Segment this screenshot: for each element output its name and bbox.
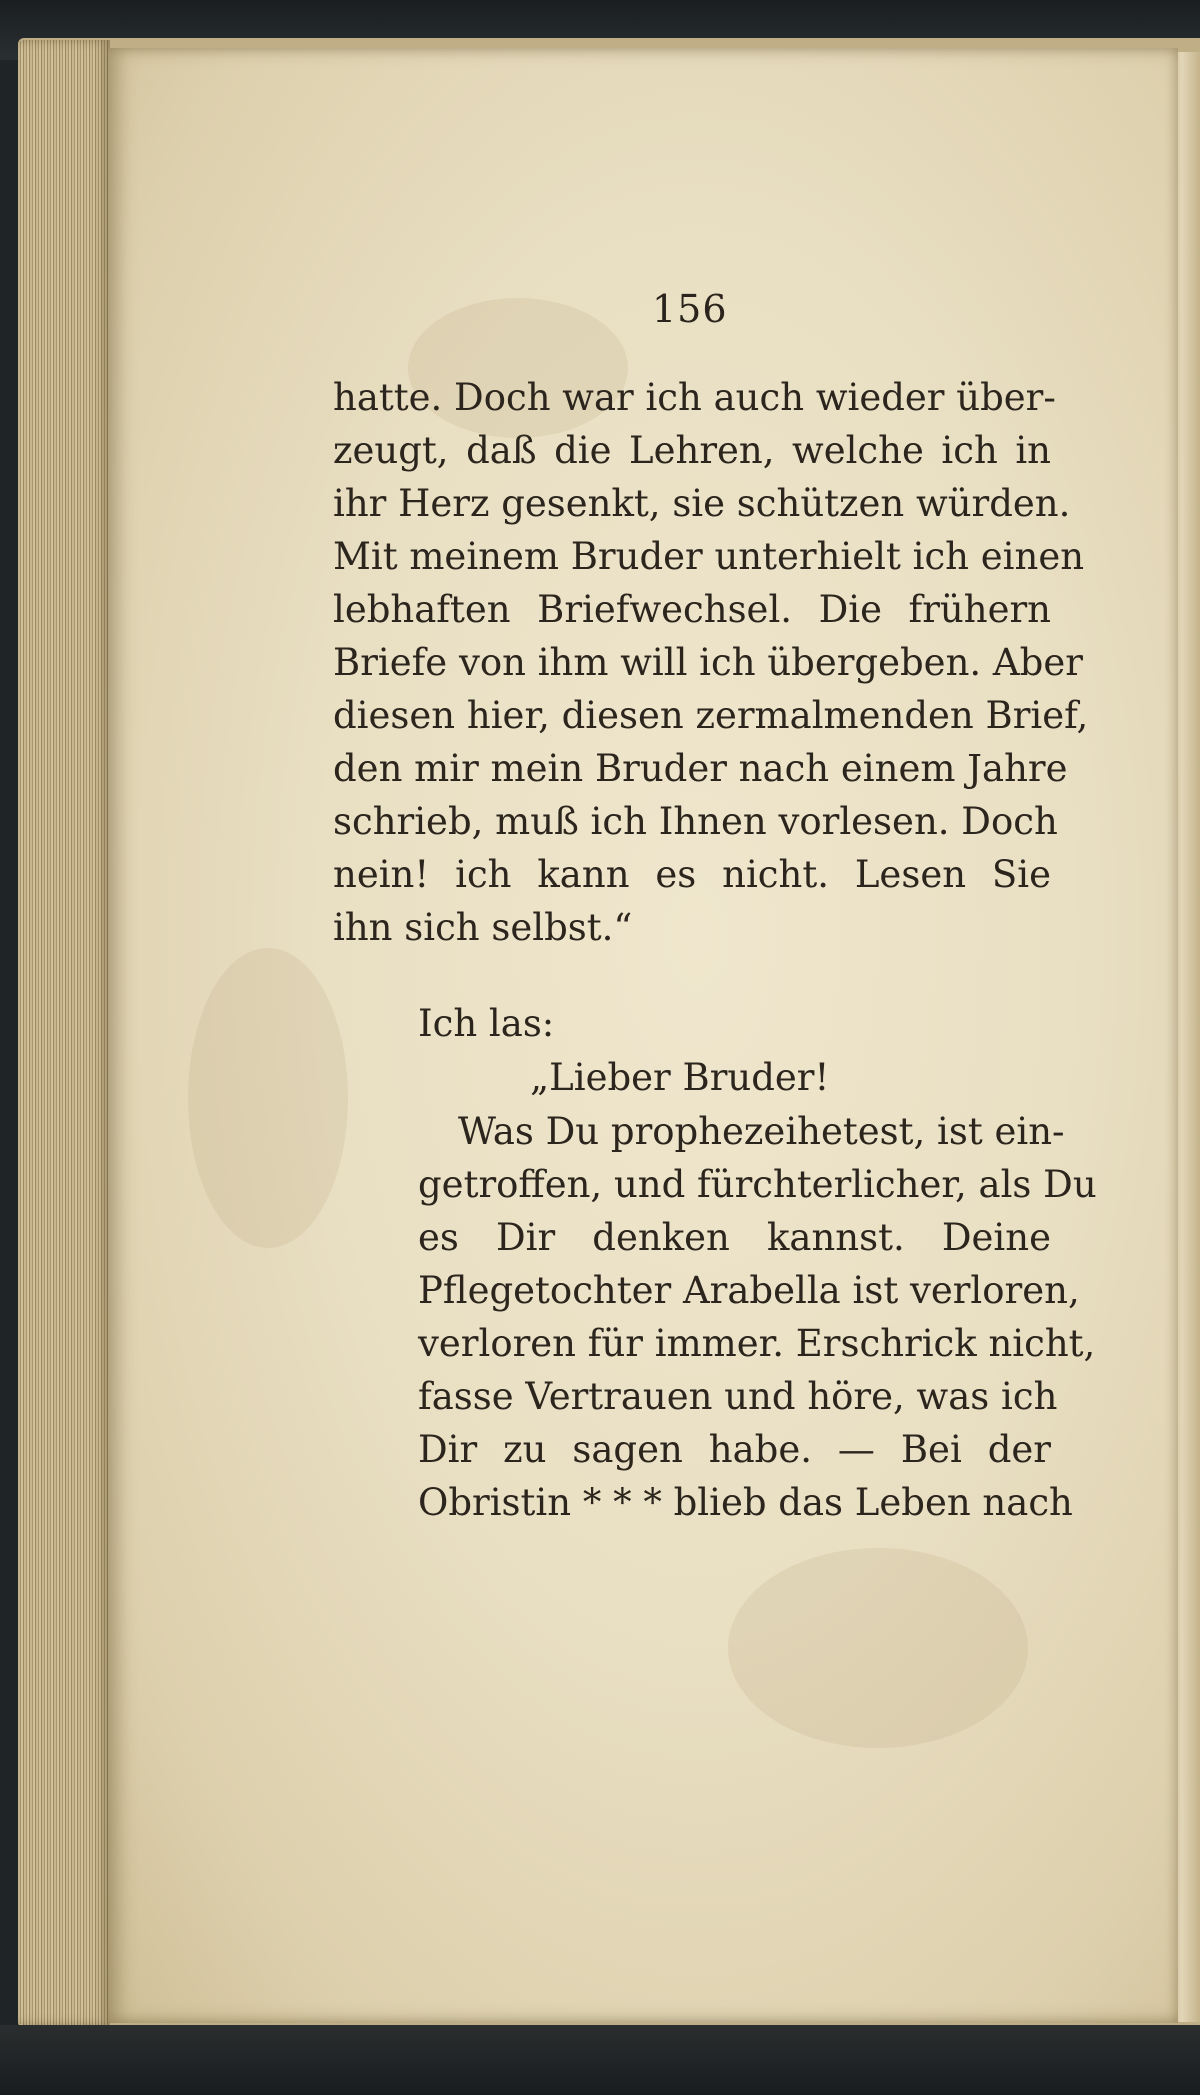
text-line: nein! ich kann es nicht. Lesen Sie	[333, 853, 1051, 896]
text-line: hatte. Doch war ich auch wieder über-	[333, 376, 1056, 419]
page-edges	[18, 40, 110, 2025]
page-stain	[188, 948, 348, 1248]
text-line: den mir mein Bruder nach einem Jahre	[333, 747, 1068, 790]
text-line: Obristin * * * blieb das Leben nach	[418, 1481, 1073, 1524]
text-line: zeugt, daß die Lehren, welche ich in	[333, 429, 1051, 472]
cover-bottom	[0, 2025, 1200, 2095]
text-line: ihn sich selbst.“	[333, 906, 633, 949]
page-number: 156	[652, 287, 728, 331]
text-line: Briefe von ihm will ich übergeben. Aber	[333, 641, 1083, 684]
text-line: ihr Herz gesenkt, sie schützen würden.	[333, 482, 1071, 525]
page-stain	[728, 1548, 1028, 1748]
text-line: verloren für immer. Erschrick nicht,	[418, 1322, 1096, 1365]
text-line: Mit meinem Bruder unterhielt ich einen	[333, 535, 1085, 578]
text-line: Was Du prophezeihetest, ist ein-	[458, 1110, 1065, 1153]
text-line: Pflegetochter Arabella ist verloren,	[418, 1269, 1080, 1312]
text-line: diesen hier, diesen zermalmenden Brief,	[333, 694, 1089, 737]
text-line: lebhaften Briefwechsel. Die frühern	[333, 588, 1051, 631]
text-line: fasse Vertrauen und höre, was ich	[418, 1375, 1058, 1418]
text-line: schrieb, muß ich Ihnen vorlesen. Doch	[333, 800, 1058, 843]
text-line: es Dir denken kannst. Deine	[418, 1216, 1051, 1259]
text-line: Ich las:	[418, 1002, 555, 1045]
text-line: Dir zu sagen habe. — Bei der	[418, 1428, 1051, 1471]
text-line: „Lieber Bruder!	[530, 1056, 830, 1099]
text-line: getroffen, und fürchterlicher, als Du	[418, 1163, 1097, 1206]
